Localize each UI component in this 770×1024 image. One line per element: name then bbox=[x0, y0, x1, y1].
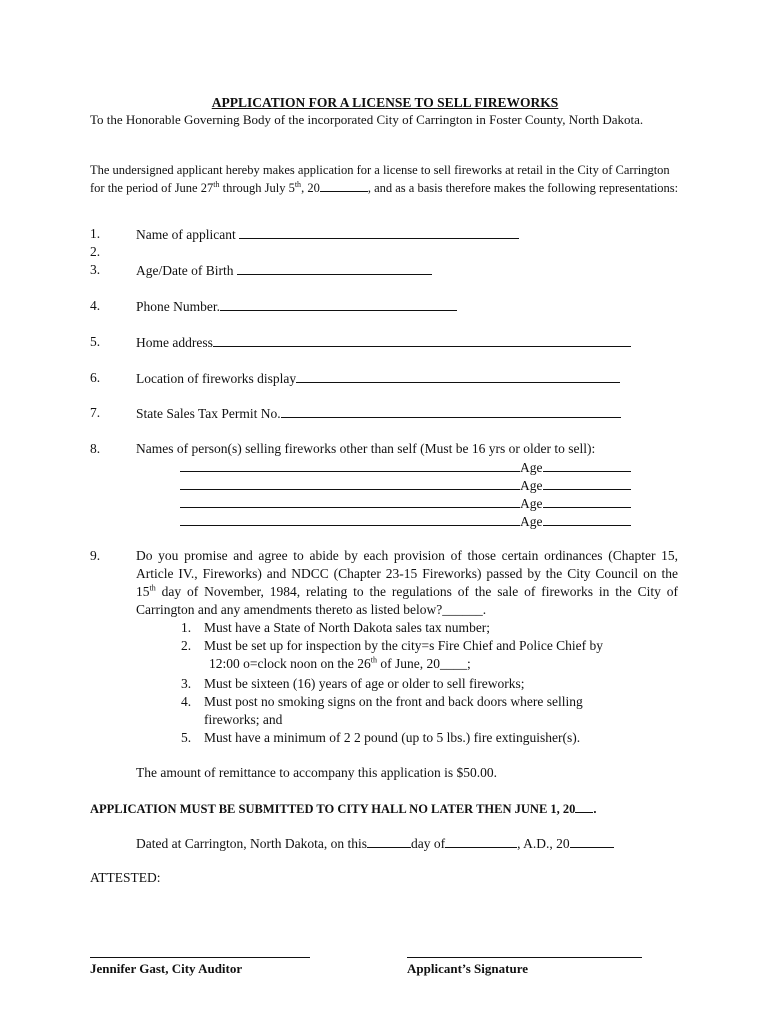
seller-age-field[interactable] bbox=[543, 477, 631, 490]
auditor-signature-line[interactable] bbox=[90, 957, 310, 958]
deadline-notice: APPLICATION MUST BE SUBMITTED TO CITY HALL NO LATER THEN JUNE 1, 20 . bbox=[90, 802, 597, 816]
seller-row: Age bbox=[180, 459, 631, 476]
seller-row: Age bbox=[180, 477, 631, 494]
remittance-note: The amount of remittance to accompany this application is $50.00. bbox=[136, 765, 498, 780]
ordinance-question: Do you promise and agree to abide by each provision of those certain ordinances (Chapter 15, Article IV., Fireworks) and NDCC (Chapter 23-15 Fireworks) passed by the City Council on the 15th day of November, 1984, relating to the regulations of the sale of fireworks in the City of Carrington and any amendments thereto as listed below?______. bbox=[136, 548, 678, 617]
seller-name-field[interactable] bbox=[180, 477, 520, 490]
seller-row: Age bbox=[180, 495, 631, 512]
year-blank[interactable] bbox=[320, 179, 368, 192]
tax-permit-field[interactable] bbox=[281, 405, 621, 418]
rule-item: 1. Must have a State of North Dakota sales tax number; bbox=[181, 620, 491, 635]
seller-name-field[interactable] bbox=[180, 459, 520, 472]
dated-line: Dated at Carrington, North Dakota, on this day of , A.D., 20 bbox=[136, 835, 614, 852]
seller-age-field[interactable] bbox=[543, 495, 631, 508]
page-title: APPLICATION FOR A LICENSE TO SELL FIREWORKS bbox=[211, 95, 559, 110]
dated-day-field[interactable] bbox=[367, 835, 411, 848]
seller-age-field[interactable] bbox=[543, 513, 631, 526]
seller-name-field[interactable] bbox=[180, 495, 520, 508]
seller-name-field[interactable] bbox=[180, 513, 520, 526]
applicant-signature-label: Applicant’s Signature bbox=[407, 961, 528, 976]
applicant-name-field[interactable] bbox=[239, 226, 519, 239]
home-address-field[interactable] bbox=[213, 334, 631, 347]
dob-field[interactable] bbox=[282, 262, 396, 275]
deadline-year-blank bbox=[575, 800, 593, 813]
applicant-signature-line[interactable] bbox=[407, 957, 642, 958]
rule-item: 4. Must post no smoking signs on the front and back doors where selling bbox=[181, 694, 583, 709]
intro-paragraph: To the Honorable Governing Body of the incorporated City of Carrington in Foster County, North Dakota. bbox=[90, 112, 644, 127]
phone-number-field[interactable] bbox=[220, 298, 457, 311]
display-location-field[interactable] bbox=[296, 370, 620, 383]
dated-year-field[interactable] bbox=[570, 835, 614, 848]
rule-item: 5. Must have a minimum of 2 2 pound (up to 5 lbs.) fire extinguisher(s). bbox=[181, 730, 581, 745]
auditor-signature-label: Jennifer Gast, City Auditor bbox=[90, 961, 243, 976]
dob-extra-field[interactable] bbox=[396, 262, 432, 275]
seller-row: Age bbox=[180, 513, 631, 530]
rule-item-continued: fireworks; and bbox=[204, 712, 283, 727]
application-page: APPLICATION FOR A LICENSE TO SELL FIREWORKS To the Honorable Governing Body of the incorporated City of Carrington in Foster County, North Dakota. The undersigned applicant hereby makes application for a license to sell fireworks at retail in the City of Carrington for the period of June 27th through July 5th, 20 , and as a basis therefore makes the following representations: 1. Name of applicant 2. 3. Age/Date of Birth 4. Phone Number. 5. Home address 6. Location of fireworks display 7. State Sales Tax Permit No. 8. Names of person(s) selling fireworks other than self (Must be 16 yrs or older to sell): Age Age Age Age 9. Do you promise and agree to abide by each provision of those certain ordinances (Chapter 15, Article IV., Fireworks) and NDCC (Chapter 23-15 Fireworks) passed by the City Council on the 15th day of November, 1984, relating to the regulations of the sale of fireworks in the City of Carrington and any amendments thereto as listed below?______. 1. Must have a State of North Dakota sales tax number; 2. Must be set up for inspection by the city=s Fire Chief and Police Chief by 12:00 o=clock noon on the 26th of June, 20____; 3. Must be sixteen (16) years of age or older to sell fireworks; 4. Must post no smoking signs on the front and back doors where selling fireworks; and 5. Must have a minimum of 2 2 pound (up to 5 lbs.) fire extinguisher(s). The amount of remittance to accompany this application is $50.00. APPLICATION MUST BE SUBMITTED TO CITY HALL NO LATER THEN JUNE 1, 20 . Dated at Carrington, North Dakota, on this day of , A.D., 20 ATTESTED: Jennifer Gast, City Auditor Applicant’s Signature bbox=[0, 0, 770, 1024]
rule-item: 2. Must be set up for inspection by the city=s Fire Chief and Police Chief by bbox=[181, 638, 604, 653]
dated-month-field[interactable] bbox=[445, 835, 517, 848]
seller-age-field[interactable] bbox=[543, 459, 631, 472]
age-field[interactable] bbox=[237, 262, 282, 275]
representation-paragraph: The undersigned applicant hereby makes application for a license to sell fireworks at retail in the City of Carrington for the period of June 27th through July 5th, 20 , and as a basis therefore makes the following representations: bbox=[90, 163, 679, 195]
attested-label: ATTESTED: bbox=[90, 870, 161, 885]
rule-item: 3. Must be sixteen (16) years of age or older to sell fireworks; bbox=[181, 676, 525, 691]
rule-item-continued: 12:00 o=clock noon on the 26th of June, 20____; bbox=[209, 655, 471, 671]
